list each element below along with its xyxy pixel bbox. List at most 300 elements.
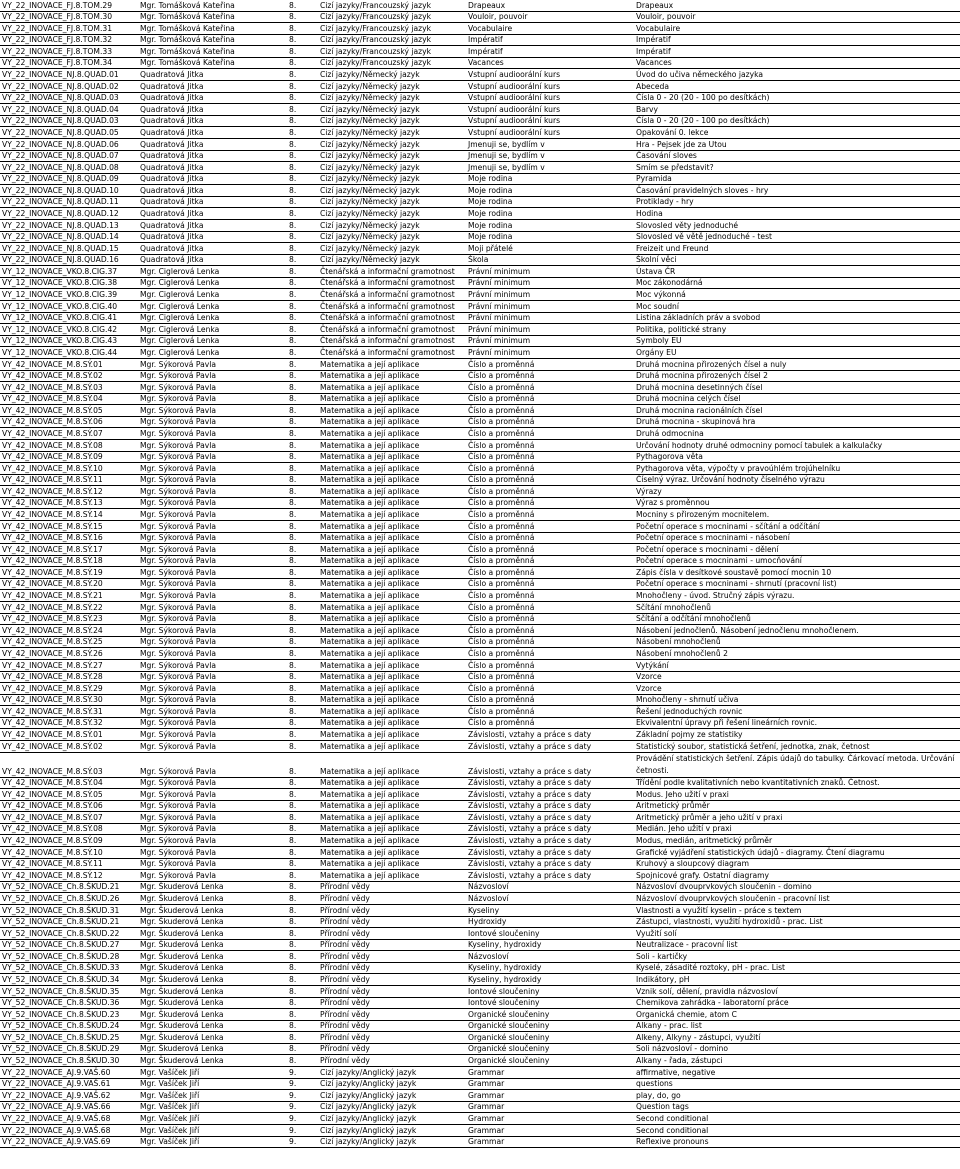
- grade-cell: 8.: [287, 706, 318, 718]
- table-row: [0, 590, 960, 602]
- topic-cell: Zástupci, vlastnosti, využití hydroxidů - prac. List: [634, 916, 960, 928]
- grade-cell: 8.: [287, 544, 318, 556]
- author-cell: Mgr. Škuderová Lenka: [138, 1009, 287, 1021]
- subject-cell: Matematika a její aplikace: [318, 789, 466, 801]
- topic-cell: Vlastnosti a využití kyselin - práce s textem: [634, 904, 960, 916]
- material-code-cell: VY_12_INOVACE_VKO.8.CIG.37: [0, 266, 138, 278]
- author-cell: Quadratová Jitka: [138, 69, 287, 81]
- topic-cell: Zápis čísla v desítkové soustavě pomocí mocnin 10: [634, 567, 960, 579]
- table-row: [0, 835, 960, 847]
- grade-cell: 8.: [287, 939, 318, 951]
- subject-cell: Cizí jazyky/Německý jazyk: [318, 208, 466, 220]
- table-row: [0, 185, 960, 197]
- author-cell: Mgr. Vašíček Jiří: [138, 1124, 287, 1136]
- grade-cell: 8.: [287, 602, 318, 614]
- subject-cell: Cizí jazyky/Anglický jazyk: [318, 1090, 466, 1102]
- table-row: [0, 1090, 960, 1102]
- material-code-cell: VY_22_INOVACE_AJ.9.VAŠ.61: [0, 1078, 138, 1090]
- grade-cell: 8.: [287, 393, 318, 405]
- material-code-cell: VY_22_INOVACE_AJ.9.VAŠ.66: [0, 1101, 138, 1113]
- subject-cell: Cizí jazyky/Německý jazyk: [318, 127, 466, 139]
- material-code-cell: VY_22_INOVACE_AJ.9.VAŠ.69: [0, 1136, 138, 1148]
- author-cell: Quadratová Jitka: [138, 81, 287, 93]
- grade-cell: 8.: [287, 219, 318, 231]
- material-code-cell: VY_22_INOVACE_NJ.8.QUAD.15: [0, 243, 138, 255]
- topic-cell: Číselný výraz. Určování hodnoty číselného výrazu: [634, 474, 960, 486]
- material-code-cell: VY_42_INOVACE_M.8.SÝ.06: [0, 800, 138, 812]
- subject-cell: Přírodní vědy: [318, 951, 466, 963]
- topic-cell: Moc soudní: [634, 301, 960, 313]
- topic-cell: Početní operace s mocninami - umocňování: [634, 555, 960, 567]
- subject-cell: Matematika a její aplikace: [318, 847, 466, 859]
- author-cell: Mgr. Škuderová Lenka: [138, 985, 287, 997]
- topic-cell: Mnohočleny - shrnutí učiva: [634, 694, 960, 706]
- unit-cell: Moji přátelé: [466, 243, 634, 255]
- topic-cell: Statistický soubor, statistická šetření, jednotka, znak, četnost: [634, 741, 960, 753]
- material-code-cell: VY_42_INOVACE_M.8.SÝ.24: [0, 625, 138, 637]
- subject-cell: Cizí jazyky/Anglický jazyk: [318, 1067, 466, 1079]
- table-row: [0, 266, 960, 278]
- material-code-cell: VY_22_INOVACE_FJ.8.TOM.34: [0, 57, 138, 69]
- subject-cell: Matematika a její aplikace: [318, 835, 466, 847]
- grade-cell: 8.: [287, 636, 318, 648]
- subject-cell: Matematika a její aplikace: [318, 370, 466, 382]
- material-code-cell: VY_22_INOVACE_NJ.8.QUAD.10: [0, 185, 138, 197]
- topic-cell: Medián. Jeho užití v praxi: [634, 823, 960, 835]
- author-cell: Mgr. Sýkorová Pavla: [138, 870, 287, 882]
- author-cell: Mgr. Sýkorová Pavla: [138, 613, 287, 625]
- grade-cell: 8.: [287, 0, 318, 11]
- subject-cell: Čtenářská a informační gramotnost: [318, 335, 466, 347]
- grade-cell: 8.: [287, 46, 318, 58]
- topic-cell: Vouloir, pouvoir: [634, 11, 960, 23]
- author-cell: Mgr. Sýkorová Pavla: [138, 683, 287, 695]
- author-cell: Mgr. Škuderová Lenka: [138, 1055, 287, 1067]
- author-cell: Mgr. Škuderová Lenka: [138, 893, 287, 905]
- table-row: [0, 11, 960, 23]
- grade-cell: 8.: [287, 613, 318, 625]
- unit-cell: Moje rodina: [466, 196, 634, 208]
- topic-cell: affirmative, negative: [634, 1067, 960, 1079]
- subject-cell: Cizí jazyky/Německý jazyk: [318, 92, 466, 104]
- material-code-cell: VY_42_INOVACE_M.8.SÝ.09: [0, 451, 138, 463]
- author-cell: Mgr. Ciglerová Lenka: [138, 335, 287, 347]
- author-cell: Mgr. Sýkorová Pavla: [138, 694, 287, 706]
- material-code-cell: VY_22_INOVACE_AJ.9.VAŠ.62: [0, 1090, 138, 1102]
- unit-cell: Číslo a proměnná: [466, 509, 634, 521]
- material-code-cell: VY_42_INOVACE_M.8.SÝ.23: [0, 613, 138, 625]
- topic-cell: Časování pravidelných sloves - hry: [634, 185, 960, 197]
- topic-cell: Hodina: [634, 208, 960, 220]
- grade-cell: 9.: [287, 1113, 318, 1125]
- grade-cell: 8.: [287, 812, 318, 824]
- material-code-cell: VY_22_INOVACE_FJ.8.TOM.33: [0, 46, 138, 58]
- grade-cell: 8.: [287, 150, 318, 162]
- topic-cell: Spojnicové grafy. Ostatní diagramy: [634, 870, 960, 882]
- grade-cell: 8.: [287, 904, 318, 916]
- grade-cell: 9.: [287, 1136, 318, 1148]
- grade-cell: 8.: [287, 847, 318, 859]
- topic-cell: Druhá mocnina přirozených čísel a nuly: [634, 358, 960, 370]
- table-row: [0, 23, 960, 35]
- subject-cell: Cizí jazyky/Německý jazyk: [318, 69, 466, 81]
- unit-cell: Grammar: [466, 1136, 634, 1148]
- unit-cell: Právní minimum: [466, 335, 634, 347]
- material-code-cell: VY_52_INOVACE_Ch.8.ŠKUD.23: [0, 1009, 138, 1021]
- subject-cell: Matematika a její aplikace: [318, 509, 466, 521]
- topic-cell: Názvosloví dvouprvkových sloučenin - pracovní list: [634, 893, 960, 905]
- unit-cell: Číslo a proměnná: [466, 555, 634, 567]
- subject-cell: Matematika a její aplikace: [318, 812, 466, 824]
- author-cell: Mgr. Tomášková Kateřina: [138, 34, 287, 46]
- unit-cell: Vstupní audioorální kurs: [466, 104, 634, 116]
- topic-cell: Listina základních práv a svobod: [634, 312, 960, 324]
- table-row: [0, 602, 960, 614]
- table-row: [0, 881, 960, 893]
- topic-cell: questions: [634, 1078, 960, 1090]
- grade-cell: 8.: [287, 474, 318, 486]
- author-cell: Quadratová Jitka: [138, 173, 287, 185]
- author-cell: Mgr. Škuderová Lenka: [138, 916, 287, 928]
- topic-cell: Druhá mocnina - skupinová hra: [634, 416, 960, 428]
- topic-cell: Kyselé, zásadité roztoky, pH - prac. List: [634, 962, 960, 974]
- material-code-cell: VY_52_INOVACE_Ch.8.ŠKUD.33: [0, 962, 138, 974]
- table-row: [0, 706, 960, 718]
- unit-cell: Číslo a proměnná: [466, 416, 634, 428]
- topic-cell: Výrazy: [634, 486, 960, 498]
- topic-cell: Neutralizace - pracovní list: [634, 939, 960, 951]
- topic-cell: Vznik solí, dělení, pravidla názvosloví: [634, 985, 960, 997]
- author-cell: Quadratová Jitka: [138, 127, 287, 139]
- grade-cell: 8.: [287, 521, 318, 533]
- unit-cell: Iontové sloučeniny: [466, 928, 634, 940]
- unit-cell: Jmenuji se, bydlím v: [466, 150, 634, 162]
- subject-cell: Cizí jazyky/Francouzský jazyk: [318, 34, 466, 46]
- grade-cell: 8.: [287, 1055, 318, 1067]
- topic-cell: Vzorce: [634, 671, 960, 683]
- author-cell: Quadratová Jitka: [138, 231, 287, 243]
- subject-cell: Cizí jazyky/Německý jazyk: [318, 162, 466, 174]
- author-cell: Mgr. Sýkorová Pavla: [138, 812, 287, 824]
- material-code-cell: VY_52_INOVACE_Ch.8.ŠKUD.35: [0, 985, 138, 997]
- author-cell: Quadratová Jitka: [138, 185, 287, 197]
- table-row: [0, 521, 960, 533]
- topic-cell: Smím se představit?: [634, 162, 960, 174]
- author-cell: Mgr. Sýkorová Pavla: [138, 847, 287, 859]
- material-code-cell: VY_52_INOVACE_Ch.8.ŠKUD.21: [0, 881, 138, 893]
- subject-cell: Čtenářská a informační gramotnost: [318, 289, 466, 301]
- grade-cell: 8.: [287, 717, 318, 729]
- author-cell: Mgr. Ciglerová Lenka: [138, 312, 287, 324]
- material-code-cell: VY_22_INOVACE_AJ.9.VAŠ.60: [0, 1067, 138, 1079]
- unit-cell: Hydroxidy: [466, 916, 634, 928]
- unit-cell: Číslo a proměnná: [466, 532, 634, 544]
- topic-cell: Početní operace s mocninami - shrnutí (pracovní list): [634, 578, 960, 590]
- author-cell: Mgr. Sýkorová Pavla: [138, 578, 287, 590]
- material-code-cell: VY_42_INOVACE_M.8.SÝ.14: [0, 509, 138, 521]
- grade-cell: 8.: [287, 893, 318, 905]
- grade-cell: 8.: [287, 881, 318, 893]
- subject-cell: Matematika a její aplikace: [318, 823, 466, 835]
- subject-cell: Přírodní vědy: [318, 904, 466, 916]
- material-code-cell: VY_42_INOVACE_M.8.SÝ.03: [0, 382, 138, 394]
- author-cell: Mgr. Sýkorová Pavla: [138, 729, 287, 741]
- topic-cell: Orgány EU: [634, 347, 960, 359]
- table-row: [0, 777, 960, 789]
- unit-cell: Jmenuji se, bydlím v: [466, 138, 634, 150]
- author-cell: Mgr. Vašíček Jiří: [138, 1078, 287, 1090]
- table-row: [0, 532, 960, 544]
- unit-cell: Číslo a proměnná: [466, 694, 634, 706]
- table-row: [0, 974, 960, 986]
- unit-cell: Číslo a proměnná: [466, 567, 634, 579]
- material-code-cell: VY_42_INOVACE_M.8.SÝ.02: [0, 370, 138, 382]
- material-code-cell: VY_22_INOVACE_NJ.8.QUAD.03: [0, 115, 138, 127]
- unit-cell: Číslo a proměnná: [466, 405, 634, 417]
- author-cell: Mgr. Vašíček Jiří: [138, 1113, 287, 1125]
- table-row: [0, 1020, 960, 1032]
- topic-cell: Kruhový a sloupcový diagram: [634, 858, 960, 870]
- grade-cell: 8.: [287, 451, 318, 463]
- author-cell: Mgr. Vašíček Jiří: [138, 1136, 287, 1148]
- subject-cell: Matematika a její aplikace: [318, 800, 466, 812]
- subject-cell: Cizí jazyky/Německý jazyk: [318, 173, 466, 185]
- author-cell: Quadratová Jitka: [138, 138, 287, 150]
- subject-cell: Přírodní vědy: [318, 997, 466, 1009]
- table-row: [0, 683, 960, 695]
- subject-cell: Cizí jazyky/Francouzský jazyk: [318, 23, 466, 35]
- table-row: [0, 1136, 960, 1148]
- material-code-cell: VY_42_INOVACE_M.8.SÝ.21: [0, 590, 138, 602]
- subject-cell: Cizí jazyky/Německý jazyk: [318, 231, 466, 243]
- grade-cell: 8.: [287, 509, 318, 521]
- subject-cell: Čtenářská a informační gramotnost: [318, 312, 466, 324]
- grade-cell: 8.: [287, 1009, 318, 1021]
- topic-cell: Sčítání mnohočlenů: [634, 602, 960, 614]
- grade-cell: 8.: [287, 777, 318, 789]
- author-cell: Mgr. Sýkorová Pavla: [138, 509, 287, 521]
- subject-cell: Cizí jazyky/Německý jazyk: [318, 150, 466, 162]
- author-cell: Mgr. Sýkorová Pavla: [138, 717, 287, 729]
- material-code-cell: VY_42_INOVACE_M.8.SÝ.04: [0, 777, 138, 789]
- author-cell: Mgr. Ciglerová Lenka: [138, 347, 287, 359]
- author-cell: Mgr. Škuderová Lenka: [138, 962, 287, 974]
- topic-cell: Třídění podle kvalitativních nebo kvantitativních znaků. Četnost.: [634, 777, 960, 789]
- unit-cell: Grammar: [466, 1090, 634, 1102]
- table-row: [0, 741, 960, 753]
- author-cell: Mgr. Sýkorová Pavla: [138, 358, 287, 370]
- table-row: [0, 324, 960, 336]
- grade-cell: 8.: [287, 870, 318, 882]
- grade-cell: 8.: [287, 382, 318, 394]
- topic-cell: Alkany - řada, zástupci: [634, 1055, 960, 1067]
- table-row: [0, 928, 960, 940]
- material-code-cell: VY_52_INOVACE_Ch.8.ŠKUD.30: [0, 1055, 138, 1067]
- unit-cell: Číslo a proměnná: [466, 393, 634, 405]
- table-row: [0, 301, 960, 313]
- grade-cell: 8.: [287, 1032, 318, 1044]
- table-row: [0, 1101, 960, 1113]
- unit-cell: Číslo a proměnná: [466, 451, 634, 463]
- topic-cell: Druhá mocnina racionálních čísel: [634, 405, 960, 417]
- author-cell: Quadratová Jitka: [138, 115, 287, 127]
- topic-cell: Vzorce: [634, 683, 960, 695]
- topic-cell: Druhá mocnina celých čísel: [634, 393, 960, 405]
- grade-cell: 8.: [287, 69, 318, 81]
- topic-cell: Protiklady - hry: [634, 196, 960, 208]
- subject-cell: Čtenářská a informační gramotnost: [318, 266, 466, 278]
- topic-cell: Alkeny, Alkyny - zástupci, využití: [634, 1032, 960, 1044]
- author-cell: Mgr. Sýkorová Pavla: [138, 439, 287, 451]
- table-row: [0, 393, 960, 405]
- grade-cell: 8.: [287, 324, 318, 336]
- author-cell: Mgr. Sýkorová Pavla: [138, 451, 287, 463]
- topic-cell: Sčítání a odčítání mnohočlenů: [634, 613, 960, 625]
- grade-cell: 8.: [287, 196, 318, 208]
- table-row: [0, 1113, 960, 1125]
- grade-cell: 8.: [287, 532, 318, 544]
- unit-cell: Závislosti, vztahy a práce s daty: [466, 847, 634, 859]
- topic-cell: Soli - kartičky: [634, 951, 960, 963]
- grade-cell: 8.: [287, 625, 318, 637]
- table-row: [0, 694, 960, 706]
- grade-cell: 8.: [287, 974, 318, 986]
- grade-cell: 8.: [287, 858, 318, 870]
- topic-cell: Alkany - prac. list: [634, 1020, 960, 1032]
- table-row: [0, 243, 960, 255]
- material-code-cell: VY_12_INOVACE_VKO.8.CIG.42: [0, 324, 138, 336]
- subject-cell: Matematika a její aplikace: [318, 497, 466, 509]
- material-code-cell: VY_42_INOVACE_M.8.SÝ.08: [0, 823, 138, 835]
- subject-cell: Matematika a její aplikace: [318, 706, 466, 718]
- grade-cell: 8.: [287, 81, 318, 93]
- grade-cell: 8.: [287, 335, 318, 347]
- author-cell: Mgr. Sýkorová Pavla: [138, 382, 287, 394]
- subject-cell: Čtenářská a informační gramotnost: [318, 301, 466, 313]
- author-cell: Quadratová Jitka: [138, 162, 287, 174]
- table-row: [0, 544, 960, 556]
- table-row: [0, 1055, 960, 1067]
- grade-cell: 8.: [287, 997, 318, 1009]
- unit-cell: Iontové sloučeniny: [466, 997, 634, 1009]
- topic-cell: Druhá mocnina desetinných čísel: [634, 382, 960, 394]
- table-row: [0, 219, 960, 231]
- material-code-cell: VY_12_INOVACE_VKO.8.CIG.40: [0, 301, 138, 313]
- material-code-cell: VY_22_INOVACE_NJ.8.QUAD.09: [0, 173, 138, 185]
- subject-cell: Přírodní vědy: [318, 962, 466, 974]
- table-row: [0, 138, 960, 150]
- subject-cell: Přírodní vědy: [318, 881, 466, 893]
- table-row: [0, 370, 960, 382]
- material-code-cell: VY_22_INOVACE_NJ.8.QUAD.16: [0, 254, 138, 266]
- unit-cell: Číslo a proměnná: [466, 613, 634, 625]
- author-cell: Mgr. Škuderová Lenka: [138, 939, 287, 951]
- material-code-cell: VY_52_INOVACE_Ch.8.ŠKUD.22: [0, 928, 138, 940]
- subject-cell: Přírodní vědy: [318, 916, 466, 928]
- table-row: [0, 312, 960, 324]
- table-row: [0, 335, 960, 347]
- topic-cell: Chemikova zahrádka - laboratorní práce: [634, 997, 960, 1009]
- table-row: [0, 69, 960, 81]
- unit-cell: Číslo a proměnná: [466, 683, 634, 695]
- topic-cell: Aritmetický průměr a jeho užití v praxi: [634, 812, 960, 824]
- table-row: [0, 962, 960, 974]
- subject-cell: Cizí jazyky/Anglický jazyk: [318, 1136, 466, 1148]
- material-code-cell: VY_22_INOVACE_NJ.8.QUAD.14: [0, 231, 138, 243]
- author-cell: Mgr. Sýkorová Pavla: [138, 521, 287, 533]
- author-cell: Mgr. Škuderová Lenka: [138, 1032, 287, 1044]
- unit-cell: Organické sloučeniny: [466, 1055, 634, 1067]
- material-code-cell: VY_22_INOVACE_FJ.8.TOM.30: [0, 11, 138, 23]
- topic-cell: Ústava ČR: [634, 266, 960, 278]
- material-code-cell: VY_42_INOVACE_M.8.SÝ.12: [0, 486, 138, 498]
- subject-cell: Přírodní vědy: [318, 985, 466, 997]
- subject-cell: Čtenářská a informační gramotnost: [318, 277, 466, 289]
- topic-cell: Násobení mnohočlenů: [634, 636, 960, 648]
- unit-cell: Grammar: [466, 1101, 634, 1113]
- subject-cell: Přírodní vědy: [318, 1009, 466, 1021]
- unit-cell: Organické sloučeniny: [466, 1043, 634, 1055]
- subject-cell: Matematika a její aplikace: [318, 648, 466, 660]
- material-code-cell: VY_42_INOVACE_M.8.SÝ.17: [0, 544, 138, 556]
- subject-cell: Matematika a její aplikace: [318, 870, 466, 882]
- author-cell: Mgr. Sýkorová Pavla: [138, 636, 287, 648]
- grade-cell: 8.: [287, 34, 318, 46]
- material-code-cell: VY_42_INOVACE_M.8.SÝ.07: [0, 812, 138, 824]
- unit-cell: Názvosloví: [466, 951, 634, 963]
- grade-cell: 8.: [287, 173, 318, 185]
- unit-cell: Moje rodina: [466, 208, 634, 220]
- author-cell: Mgr. Ciglerová Lenka: [138, 301, 287, 313]
- unit-cell: Názvosloví: [466, 893, 634, 905]
- author-cell: Mgr. Sýkorová Pavla: [138, 405, 287, 417]
- grade-cell: 9.: [287, 1090, 318, 1102]
- subject-cell: Matematika a její aplikace: [318, 858, 466, 870]
- material-code-cell: VY_12_INOVACE_VKO.8.CIG.39: [0, 289, 138, 301]
- topic-cell: Impératif: [634, 46, 960, 58]
- unit-cell: Vacances: [466, 57, 634, 69]
- material-code-cell: VY_42_INOVACE_M.8.SÝ.18: [0, 555, 138, 567]
- grade-cell: 8.: [287, 1020, 318, 1032]
- unit-cell: Závislosti, vztahy a práce s daty: [466, 777, 634, 789]
- table-row: [0, 463, 960, 475]
- author-cell: Mgr. Tomášková Kateřina: [138, 0, 287, 11]
- material-code-cell: VY_22_INOVACE_NJ.8.QUAD.02: [0, 81, 138, 93]
- topic-cell: Second conditional: [634, 1124, 960, 1136]
- subject-cell: Přírodní vědy: [318, 939, 466, 951]
- material-code-cell: VY_22_INOVACE_NJ.8.QUAD.08: [0, 162, 138, 174]
- unit-cell: Číslo a proměnná: [466, 439, 634, 451]
- subject-cell: Matematika a její aplikace: [318, 683, 466, 695]
- grade-cell: 8.: [287, 243, 318, 255]
- topic-cell: Pyramida: [634, 173, 960, 185]
- material-code-cell: VY_42_INOVACE_M.8.SÝ.08: [0, 439, 138, 451]
- subject-cell: Přírodní vědy: [318, 1055, 466, 1067]
- topic-cell: Slovosled věty jednoduché: [634, 219, 960, 231]
- author-cell: Mgr. Sýkorová Pavla: [138, 497, 287, 509]
- grade-cell: 8.: [287, 659, 318, 671]
- unit-cell: Vstupní audioorální kurs: [466, 81, 634, 93]
- unit-cell: Číslo a proměnná: [466, 717, 634, 729]
- table-row: [0, 474, 960, 486]
- topic-cell: Freizeit und Freund: [634, 243, 960, 255]
- material-code-cell: VY_52_INOVACE_Ch.8.ŠKUD.25: [0, 1032, 138, 1044]
- material-code-cell: VY_42_INOVACE_M.8.SÝ.10: [0, 463, 138, 475]
- author-cell: Mgr. Ciglerová Lenka: [138, 289, 287, 301]
- unit-cell: Názvosloví: [466, 881, 634, 893]
- topic-cell: Čísla 0 - 20 (20 - 100 po desítkách): [634, 92, 960, 104]
- topic-cell: Modus. Jeho užití v praxi: [634, 789, 960, 801]
